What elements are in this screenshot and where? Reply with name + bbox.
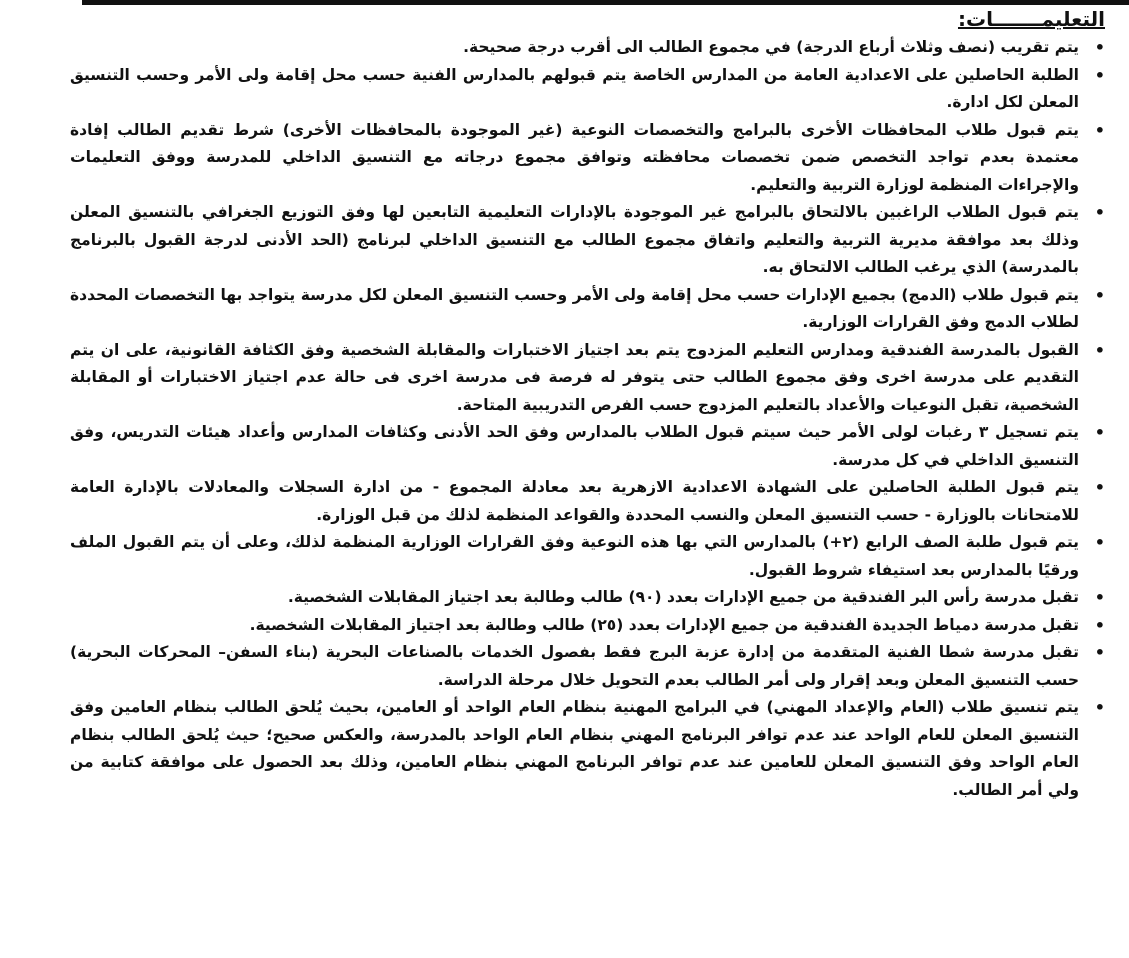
- bullet-icon: •: [1094, 533, 1105, 552]
- bullet-icon: •: [1094, 615, 1105, 635]
- instruction-item: [70, 419, 1109, 474]
- bullet-icon: •: [1094, 643, 1105, 662]
- instructions-list: [70, 34, 1109, 804]
- instruction-text: يتم تنسيق طلاب (العام والإعداد المهني) في البرامج المهنية بنظام العام الواحد أو العامين، بحيث يُلحق الطالب بنظام العامين وفق التنسيق المعلن للعام الواحد عند عدم توافر البرنامج المهني بنظام العام الواحد بالمدرسة، والعكس صحيح؛ حيث يُلحق الطالب بنظام العام الواحد وفق التنسيق المعلن للعامين عند عدم توافر البرنامج المهني بنظام العامين، وذلك بعد الحصول على موافقة كتابية من ولي أمر الطالب.: [70, 698, 1079, 799]
- instruction-item: [70, 62, 1109, 117]
- instruction-text: الطلبة الحاصلين على الاعدادية العامة من المدارس الخاصة يتم قبولهم بالمدارس الفنية حسب محل إقامة ولى الأمر وحسب التنسيق المعلن لكل ادارة.: [70, 65, 1079, 111]
- instruction-text: تقبل مدرسة رأس البر الفندقية من جميع الإدارات بعدد (٩٠) طالب وطالبة بعد اجتياز المقابلات الشخصية.: [287, 588, 1079, 606]
- bullet-icon: •: [1094, 340, 1105, 360]
- instruction-text: يتم قبول الطلبة الحاصلين على الشهادة الاعدادية الازهرية بعد معادلة المجموع - من ادارة السجلات والمعادلات بالإدارة العامة للامتحانات بالوزارة - حسب التنسيق المعلن والنسب المحددة والقواعد المنظمة لذلك من قبل الوزارة.: [70, 478, 1079, 524]
- instruction-item: [70, 474, 1109, 529]
- instruction-item: [70, 694, 1109, 804]
- top-border-line: [82, 0, 1129, 5]
- instruction-item: [70, 584, 1109, 612]
- bullet-icon: •: [1094, 588, 1105, 607]
- instruction-text: يتم قبول طلبة الصف الرابع (٢+) بالمدارس التي بها هذه النوعية وفق القرارات الوزارية المنظمة لذلك، وعلى أن يتم القبول الملف ورقيًا بالمدارس بعد استيفاء شروط القبول.: [70, 533, 1079, 579]
- instruction-item: [70, 639, 1109, 694]
- bullet-icon: •: [1094, 120, 1105, 140]
- instruction-item: [70, 117, 1109, 200]
- instruction-text: يتم قبول طلاب (الدمج) بجميع الإدارات حسب محل إقامة ولى الأمر وحسب التنسيق المعلن لكل مدرسة يتواجد بها التخصصات المحددة لطلاب الدمج وفق القرارات الوزارية.: [70, 285, 1079, 331]
- bullet-icon: •: [1094, 698, 1105, 717]
- instruction-item: [70, 529, 1109, 584]
- instruction-item: [70, 34, 1109, 62]
- instruction-item: [70, 612, 1109, 640]
- bullet-icon: •: [1094, 423, 1105, 442]
- bullet-icon: •: [1094, 65, 1105, 85]
- instruction-text: القبول بالمدرسة الفندقية ومدارس التعليم المزدوج يتم بعد اجتياز الاختبارات والمقابلة الشخصية وفق الكثافة القانونية، على ان يتم التقديم على مدرسة اخرى وفق مجموع الطالب حتى يتوفر له فرصة فى مدرسة اخرى فى حالة عدم اجتياز الاختبارات أو المقابلة الشخصية، تقبل النوعيات والأعداد بالتعليم المزدوج حسب الفرص التدريبية المتاحة.: [70, 340, 1079, 414]
- bullet-icon: •: [1094, 285, 1105, 305]
- instructions-heading: التعليمـــــــات:: [957, 7, 1105, 31]
- instruction-text: يتم قبول طلاب المحافظات الأخرى بالبرامج والتخصصات النوعية (غير الموجودة بالمحافظات الأخرى) شرط تقديم الطالب إفادة معتمدة بعدم تواجد التخصص ضمن تخصصات محافظته وتوافق مجموع درجاته مع التنسيق الداخلي للمدرسة ووفق التعليمات والإجراءات المنظمة لوزارة التربية والتعليم.: [70, 120, 1079, 194]
- instruction-item: [70, 282, 1109, 337]
- bullet-icon: •: [1094, 203, 1105, 222]
- instruction-text: تقبل مدرسة شطا الفنية المتقدمة من إدارة عزبة البرج فقط بفصول الخدمات بالصناعات البحرية (بناء السفن– المحركات البحرية) حسب التنسيق المعلن وبعد إقرار ولى أمر الطالب بعدم التحويل خلال مرحلة الدراسة.: [70, 643, 1079, 689]
- instructions-document: [70, 6, 1109, 804]
- bullet-icon: •: [1094, 478, 1105, 497]
- instruction-text: يتم تسجيل ٣ رغبات لولى الأمر حيث سيتم قبول الطلاب بالمدارس وفق الحد الأدنى وكثافات المدارس وأعداد هيئات التدريس، وفق التنسيق الداخلي في كل مدرسة.: [70, 423, 1079, 469]
- instruction-text: تقبل مدرسة دمياط الجديدة الفندقية من جميع الإدارات بعدد (٢٥) طالب وطالبة بعد اجتياز المقابلات الشخصية.: [249, 615, 1079, 634]
- bullet-icon: •: [1094, 38, 1105, 57]
- instruction-text: يتم تقريب (نصف وثلاث أرباع الدرجة) في مجموع الطالب الى أقرب درجة صحيحة.: [463, 38, 1079, 56]
- instruction-item: [70, 337, 1109, 420]
- instruction-item: [70, 199, 1109, 282]
- instruction-text: يتم قبول الطلاب الراغبين بالالتحاق بالبرامج غير الموجودة بالإدارات التعليمية التابعين لها وفق التوزيع الجغرافي بالتنسيق المعلن وذلك بعد موافقة مديرية التربية والتعليم واتفاق مجموع الطالب مع التنسيق الداخلي لبرنامج (الحد الأدنى لدرجة القبول بالبرنامج بالمدرسة) الذي يرغب الطالب الالتحاق به.: [70, 203, 1079, 276]
